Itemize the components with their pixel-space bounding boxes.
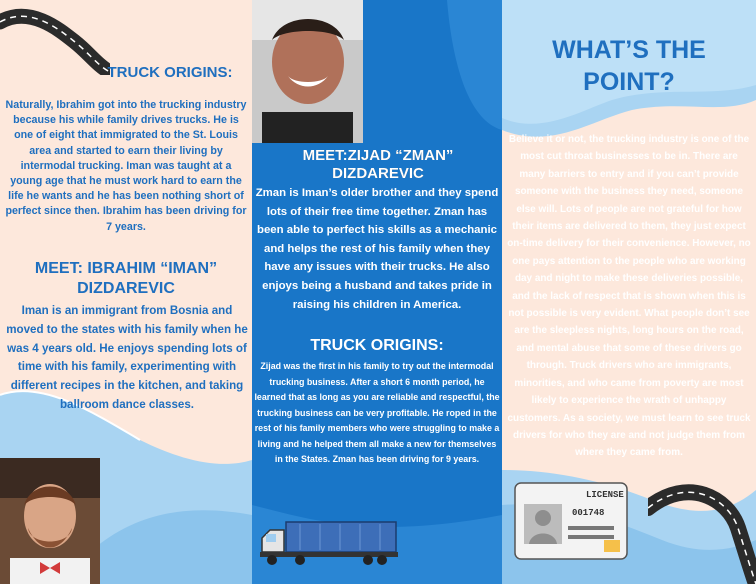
meet-zman-text: Zman is Iman’s older brother and they spend lots of their free time together. Zman has been able to perfect his skills as a mechanic and helps the rest of his family when they have any issues with their trucks. He also enjoys being a husband and takes pride in raising his children in America. — [255, 187, 499, 311]
meet-zman-heading-line2: DIZDAREVIC — [332, 165, 424, 182]
meet-iman-heading-line2: DIZDAREVIC — [77, 280, 175, 297]
zman-truck-origins-text: Zijad was the first in his family to try out the intermodal trucking business. After a short 6 month period, he learned that as long as you are reliable and respectful, the trucking business can be very profitable. He roped in the rest of his family members who were struggling to make a living and he helped them all make a new for themselves in the States. Zman has been driving for 9 years. — [254, 361, 500, 464]
middle-panel — [252, 0, 502, 584]
iman-photo — [0, 458, 100, 584]
meet-iman-heading — [2, 259, 250, 299]
truck-origins-heading: TRUCK ORIGINS: — [107, 64, 233, 81]
right-panel — [502, 0, 756, 584]
road-graphic-icon — [0, 0, 110, 75]
license-label: LICENSE — [586, 490, 624, 500]
right-body-text: Believe it or not, the trucking industry is one of the most cut throat businesses to be in. There are many barriers to entry and if you can’t provide someone with the business they need, someone else will. Lots of people are not grateful for how their items are delivered to them, they just expect on-time delivery for their convenience. However, no one pays attention to the people who are working day and night to make these deliveries possible, and the lack of respect that is shown when this is not possible is very evident. What people don’t see are the sleepless nights, long hours on the road, and mental abuse that some of these drivers go through. Truck drivers who are immigrants, minorities, and who came from poverty are most likely to experience the wrath of unhappy customers. As a society, we must learn to see truck drivers for who they are and not judge them from where they came from. — [507, 134, 751, 459]
road-graphic-icon-right — [648, 478, 756, 584]
right-title — [512, 34, 746, 98]
truck-icon — [260, 518, 400, 568]
right-title-line2: POINT? — [583, 68, 675, 96]
zman-photo — [252, 0, 363, 143]
left-panel — [0, 0, 252, 584]
meet-iman-heading-line1: MEET: IBRAHIM “IMAN” — [34, 260, 218, 277]
meet-zman-heading — [258, 147, 498, 183]
zman-truck-origins-heading: TRUCK ORIGINS: — [310, 337, 444, 354]
license-number: 001748 — [572, 508, 605, 518]
truck-origins-text: Naturally, Ibrahim got into the trucking industry because his while family drives trucks. He is one of eight that immigrated to the St. Louis area and started to earn their living by intermodal trucking. Iman was taught at a young age that he must work hard to earn the life he wants and he has been nothing short of perfect since then. Ibrahim has been driving for 7 years. — [5, 99, 247, 233]
meet-zman-heading-line1: MEET:ZIJAD “ZMAN” — [302, 147, 454, 164]
meet-iman-text: Iman is an immigrant from Bosnia and moved to the states with his family when he was 4 years old. He enjoys spending lots of time with his family, experimenting with different recipes in the kitchen, and taking ballroom dance classes. — [6, 304, 248, 411]
right-title-line1: WHAT’S THE — [552, 36, 706, 64]
